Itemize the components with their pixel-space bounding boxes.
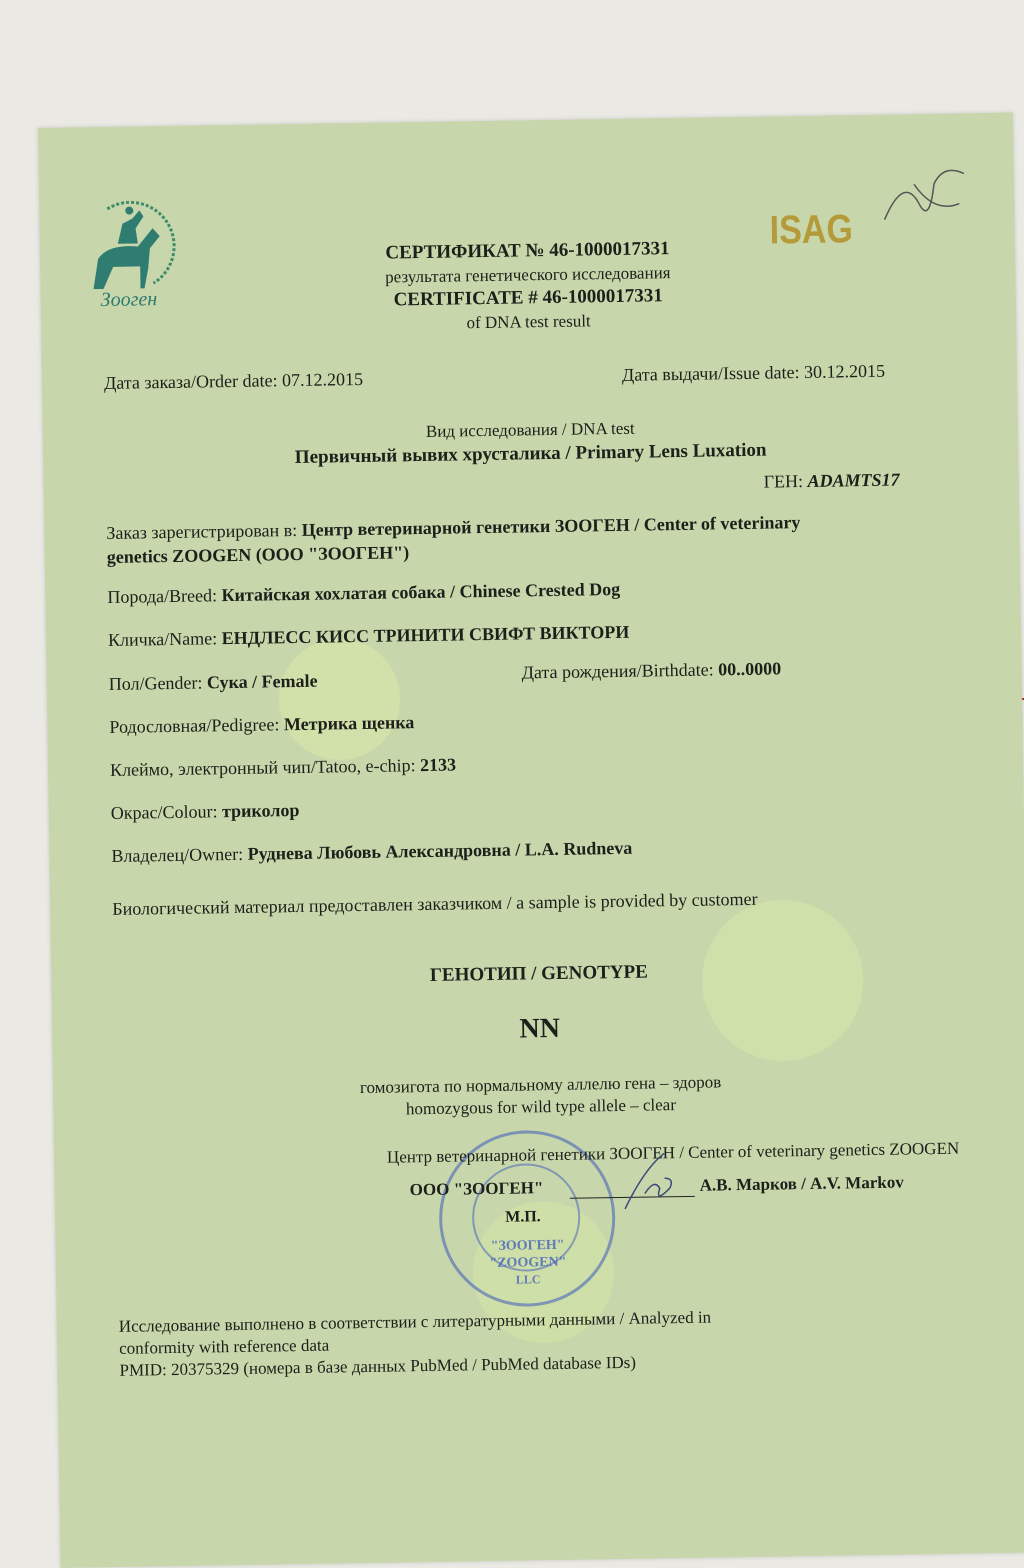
isag-logo: ISAG: [769, 207, 854, 253]
dog-name: Кличка/Name: ЕНДЛЕСС КИСС ТРИНИТИ СВИФТ ВИКТОРИ: [107, 621, 630, 650]
certificate-paper: [38, 113, 1024, 1568]
registered-at-cont: genetics ZOOGEN (ООО "ЗООГЕН"): [106, 542, 410, 567]
owner: Владелец/Owner: Руднева Любовь Александровна / L.A. Rudneva: [111, 837, 633, 866]
breed: Порода/Breed: Китайская хохлатая собака / Chinese Crested Dog: [107, 578, 621, 607]
footer-line-1: Исследование выполнено в соответствии с литературными данными / Analyzed in: [118, 1307, 712, 1336]
footer-pmid: PMID: 20375329 (номера в базе данных PubMed / PubMed database IDs): [119, 1352, 637, 1380]
colour: Окрас/Colour: триколор: [110, 799, 300, 823]
dna-test-label: Вид исследования / DNA test: [425, 418, 635, 441]
sample-note: Биологический материал предоставлен заказчиком / a sample is provided by customer: [112, 888, 758, 919]
e-chip: Клеймо, электронный чип/Tatoo, e-chip: 2133: [109, 754, 457, 780]
order-date: Дата заказа/Order date: 07.12.2015: [103, 368, 364, 393]
genotype-desc-en: homozygous for wild type allele – clear: [405, 1095, 677, 1119]
certificate-subtitle-en: of DNA test result: [466, 311, 591, 333]
genotype-label: ГЕНОТИП / GENOTYPE: [429, 961, 648, 986]
signature-icon: [614, 1148, 685, 1219]
registered-at: Заказ зарегистрирован в: Центр ветеринарной генетики ЗООГЕН / Center of veterinary: [106, 512, 801, 543]
certificate-title-ru: СЕРТИФИКАТ № 46-1000017331: [385, 238, 670, 264]
pedigree: Родословная/Pedigree: Метрика щенка: [109, 712, 415, 737]
handwritten-mark-icon: [874, 163, 975, 235]
gender: Пол/Gender: Сука / Female: [108, 670, 318, 694]
certificate-title-en: CERTIFICATE # 46-1000017331: [393, 285, 663, 311]
certificate-subtitle-ru: результата генетического исследования: [385, 263, 671, 287]
footer-line-2: conformity with reference data: [119, 1335, 330, 1358]
signature-company: ООО "ЗООГЕН": [409, 1178, 544, 1200]
logo-text: Зооген: [100, 288, 158, 312]
stamp-text: "ZOOGEN": [489, 1254, 567, 1272]
stamp-text: LLC: [515, 1272, 541, 1287]
stamp-text: "ЗООГЕН": [490, 1237, 565, 1255]
birthdate: Дата рождения/Birthdate: 00..0000: [521, 658, 782, 683]
seal-label: М.П.: [505, 1208, 541, 1226]
genotype-desc-ru: гомозигота по нормальному аллелю гена – здоров: [359, 1072, 722, 1098]
issue-date: Дата выдачи/Issue date: 30.12.2015: [621, 360, 886, 385]
genotype-value: NN: [519, 1012, 561, 1045]
gene: ГЕН: ADAMTS17: [763, 469, 900, 492]
signer-name: А.В. Марков / A.V. Markov: [699, 1172, 904, 1195]
dna-test-name: Первичный вывих хрусталика / Primary Lens Luxation: [294, 439, 767, 469]
signature-org-line: Центр ветеринарной генетики ЗООГЕН / Center of veterinary genetics ZOOGEN: [386, 1138, 960, 1167]
